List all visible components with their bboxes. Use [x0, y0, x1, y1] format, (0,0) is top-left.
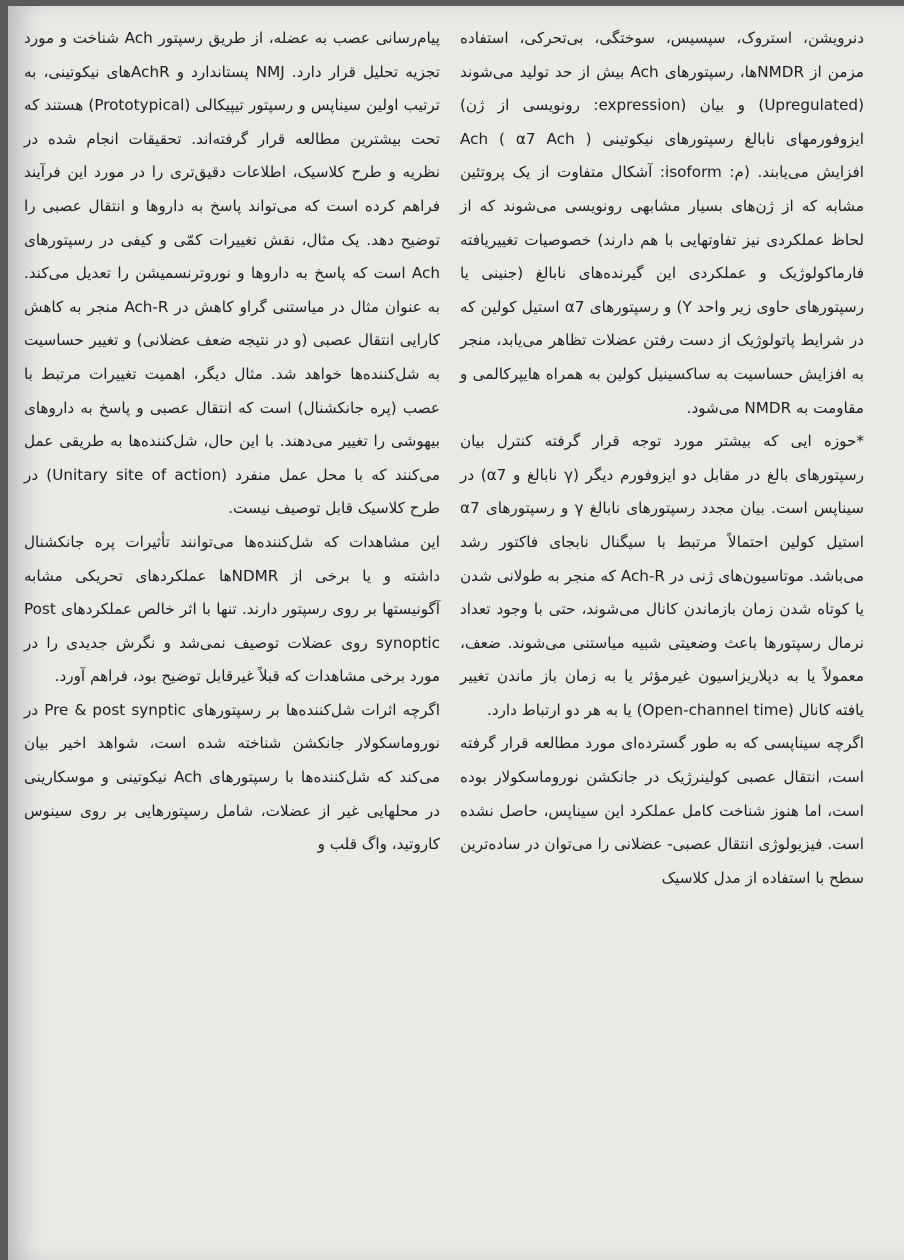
paragraph: اگرچه اثرات شل‌کننده‌ها بر رسپتورهای Pre & post synptic در نوروماسکولار جانکشن شناخته شده است، شواهد اخیر بیان می‌کند که شل‌کننده‌ها با رسپتورهای Ach نیکوتینی و موسکارینی در محلهایی غیر از عضلات، شامل رسپتورهایی بر روی سینوس کاروتید، واگ قلب و [24, 700, 440, 854]
paragraph: *حوزه ایی که بیشتر مورد توجه قرار گرفته کنترل بیان رسپتورهای بالغ در مقابل دو ایزوفورم دیگر (γ نابالغ و α7) در سیناپس است. بیان مجدد رسپتورهای نابالغ γ و رسپتورهای α7 استیل کولین احتمالاً مرتبط با سیگنال نابجای فاکتور رشد می‌باشد. موتاسیون‌های ژنی در Ach-R که منجر به طولانی شدن یا کوتاه شدن زمان بازماندن کانال می‌شوند، حتی با وجود تعداد نرمال رسپتورها باعث وضعیتی شبیه میاستنی می‌شوند. ضعف، معمولاً یا به دپلاریزاسیون غیرمؤثر یا به زمان باز ماندن تغییر یافته کانال (Open-channel time) یا به هر دو ارتباط دارد. [460, 432, 864, 719]
left-text-column [24, 22, 440, 862]
book-page [8, 6, 904, 1260]
paragraph: اگرچه سیناپسی که به طور گسترده‌ای مورد مطالعه قرار گرفته است، انتقال عصبی کولینرژیک در جانکشن نوروماسکولار بوده است، اما هنوز شناخت کامل عملکرد این سیناپس، حاصل نشده است. فیزیولوژی انتقال عصبی- عضلانی را می‌توان در ساده‌ترین سطح با استفاده از مدل کلاسیک [460, 734, 864, 887]
paragraph: پیام‌رسانی عصب به عضله، از طریق رسپتور Ach شناخت و مورد تجزیه تحلیل قرار دارد. NMJ پستاندارد و AchRهای نیکوتینی، به ترتیب اولین سیناپس و رسپتور تیپیکالی (Prototypical) هستند که تحت بیشترین مطالعه قرار گرفته‌اند. تحقیقات انجام شده در نظریه و طرح کلاسیک، اطلاعات دقیق‌تری را در مورد این فرآیند فراهم کرده است که می‌تواند پاسخ به داروها و انتقال عصبی را توضیح دهد. یک مثال، نقش تغییرات کمّی و کیفی در رسپتورهای Ach است که پاسخ به داروها و نوروترنسمیشن را تعدیل می‌کند. به عنوان مثال در میاستنی گراو کاهش در Ach-R منجر به کاهش کارایی انتقال عصبی (و در نتیجه ضعف عضلانی) و تغییر حساسیت به شل‌کننده‌ها خواهد شد. مثال دیگر، اهمیت تغییرات مرتبط با عصب (پره جانکشنال) است که انتقال عصبی و پاسخ به داروهای بیهوشی را تغییر می‌دهند. با این حال، شل‌کننده‌ها به طریقی عمل می‌کنند که با محل عمل منفرد (Unitary site of action) در طرح کلاسیک قابل توصیف نیست. [24, 29, 441, 518]
paragraph: این مشاهدات که شل‌کننده‌ها می‌توانند تأثیرات پره جانکشنال داشته و یا برخی از NDMRها عملکردهای تحریکی مشابه آگونیستها بر روی رسپتور دارند. تنها با اثر خالص عملکردهای Post synoptic روی عضلات توصیف نمی‌شد و نگرش جدیدی را در مورد برخی مشاهدات که قبلاً غیرقابل توضیح بود، فراهم آورد. [24, 532, 440, 686]
right-text-column [460, 22, 864, 895]
paragraph: دنرویشن، استروک، سپسیس، سوختگی، بی‌تحرکی، استفاده مزمن از NMDRها، رسپتورهای Ach بیش از حد تولید می‌شوند (Upregulated) و بیان (expression: رونویسی از ژن) ایزوفورمهای نابالغ رسپتورهای نیکوتینی Ach ( α7 Ach ) افزایش می‌یابند. (م: isoform: آشکال متفاوت از یک پروتئین مشابه که از ژن‌های بسیار مشابهی رونویسی می‌شوند که از لحاظ عملکردی نیز تفاوتهایی با هم دارند) خصوصیات تغییریافته فارماکولوژیک و عملکردی این گیرنده‌های نابالغ (جنینی یا رسپتورهای حاوی زیر واحد Y) و رسپتورهای α7 استیل کولین که در شرایط پاتولوژیک از دست رفتن عضلات تظاهر می‌یابد، منجر به افزایش حساسیت به ساکسینیل کولین به همراه هایپرکالمی و مقاومت به NMDR می‌شود. [460, 29, 865, 417]
